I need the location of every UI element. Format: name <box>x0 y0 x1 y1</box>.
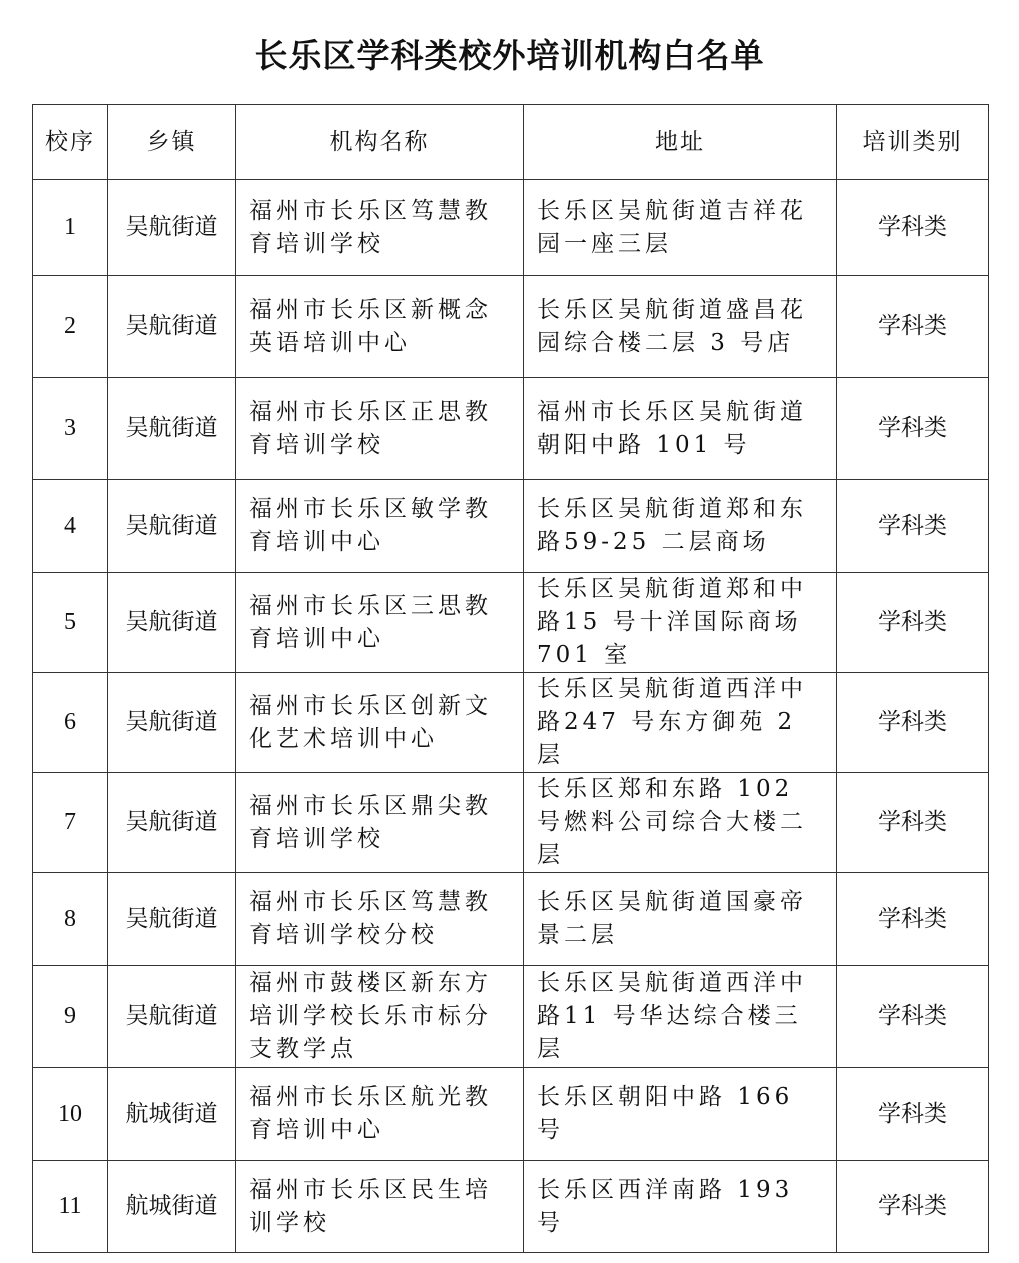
header-name: 机构名称 <box>236 105 524 180</box>
table-header-row <box>33 105 989 180</box>
page-title: 长乐区学科类校外培训机构白名单 <box>254 36 765 75</box>
table-row <box>33 673 989 773</box>
table-row <box>33 480 989 573</box>
cell-address: 长乐区郑和东路 102 号燃料公司综合大楼二层 <box>524 773 837 873</box>
cell-name: 福州市鼓楼区新东方培训学校长乐市标分支教学点 <box>236 966 524 1068</box>
header-address: 地址 <box>524 105 837 180</box>
table-row <box>33 276 989 378</box>
cell-address: 长乐区朝阳中路 166 号 <box>524 1068 837 1161</box>
cell-seq: 4 <box>33 480 108 573</box>
cell-seq: 11 <box>33 1161 108 1253</box>
cell-category: 学科类 <box>837 1161 989 1253</box>
cell-name: 福州市长乐区敏学教育培训中心 <box>236 480 524 573</box>
header-town: 乡镇 <box>108 105 236 180</box>
cell-category: 学科类 <box>837 873 989 966</box>
whitelist-table <box>32 104 989 1253</box>
table-row <box>33 378 989 480</box>
cell-name: 福州市长乐区三思教育培训中心 <box>236 573 524 673</box>
table-row <box>33 1161 989 1253</box>
cell-category: 学科类 <box>837 1068 989 1161</box>
cell-seq: 7 <box>33 773 108 873</box>
cell-name: 福州市长乐区笃慧教育培训学校分校 <box>236 873 524 966</box>
cell-seq: 6 <box>33 673 108 773</box>
cell-town: 吴航街道 <box>108 276 236 378</box>
header-seq: 校序 <box>33 105 108 180</box>
cell-address: 长乐区吴航街道郑和中路15 号十洋国际商场 701 室 <box>524 573 837 673</box>
cell-category: 学科类 <box>837 276 989 378</box>
cell-address: 长乐区西洋南路 193 号 <box>524 1161 837 1253</box>
cell-town: 吴航街道 <box>108 873 236 966</box>
cell-name: 福州市长乐区民生培训学校 <box>236 1161 524 1253</box>
cell-address: 长乐区吴航街道吉祥花园一座三层 <box>524 180 837 276</box>
cell-address: 长乐区吴航街道西洋中路247 号东方御苑 2 层 <box>524 673 837 773</box>
cell-category: 学科类 <box>837 773 989 873</box>
cell-name: 福州市长乐区鼎尖教育培训学校 <box>236 773 524 873</box>
cell-category: 学科类 <box>837 378 989 480</box>
cell-town: 航城街道 <box>108 1068 236 1161</box>
cell-address: 长乐区吴航街道国豪帝景二层 <box>524 873 837 966</box>
cell-seq: 8 <box>33 873 108 966</box>
cell-category: 学科类 <box>837 480 989 573</box>
table-row <box>33 773 989 873</box>
cell-name: 福州市长乐区笃慧教育培训学校 <box>236 180 524 276</box>
cell-name: 福州市长乐区正思教育培训学校 <box>236 378 524 480</box>
cell-town: 吴航街道 <box>108 773 236 873</box>
cell-name: 福州市长乐区新概念英语培训中心 <box>236 276 524 378</box>
table-row <box>33 573 989 673</box>
cell-category: 学科类 <box>837 966 989 1068</box>
table-row <box>33 1068 989 1161</box>
table-row <box>33 873 989 966</box>
cell-category: 学科类 <box>837 573 989 673</box>
cell-address: 长乐区吴航街道郑和东路59-25 二层商场 <box>524 480 837 573</box>
table-row <box>33 180 989 276</box>
cell-town: 吴航街道 <box>108 966 236 1068</box>
cell-seq: 10 <box>33 1068 108 1161</box>
table-row <box>33 966 989 1068</box>
cell-town: 吴航街道 <box>108 180 236 276</box>
cell-town: 吴航街道 <box>108 378 236 480</box>
cell-seq: 1 <box>33 180 108 276</box>
cell-seq: 3 <box>33 378 108 480</box>
cell-town: 吴航街道 <box>108 673 236 773</box>
cell-seq: 2 <box>33 276 108 378</box>
cell-town: 吴航街道 <box>108 480 236 573</box>
cell-category: 学科类 <box>837 673 989 773</box>
cell-town: 吴航街道 <box>108 573 236 673</box>
cell-address: 福州市长乐区吴航街道朝阳中路 101 号 <box>524 378 837 480</box>
cell-seq: 9 <box>33 966 108 1068</box>
cell-seq: 5 <box>33 573 108 673</box>
cell-address: 长乐区吴航街道西洋中路11 号华达综合楼三层 <box>524 966 837 1068</box>
cell-category: 学科类 <box>837 180 989 276</box>
cell-name: 福州市长乐区创新文化艺术培训中心 <box>236 673 524 773</box>
cell-town: 航城街道 <box>108 1161 236 1253</box>
cell-address: 长乐区吴航街道盛昌花园综合楼二层 3 号店 <box>524 276 837 378</box>
header-category: 培训类别 <box>837 105 989 180</box>
cell-name: 福州市长乐区航光教育培训中心 <box>236 1068 524 1161</box>
